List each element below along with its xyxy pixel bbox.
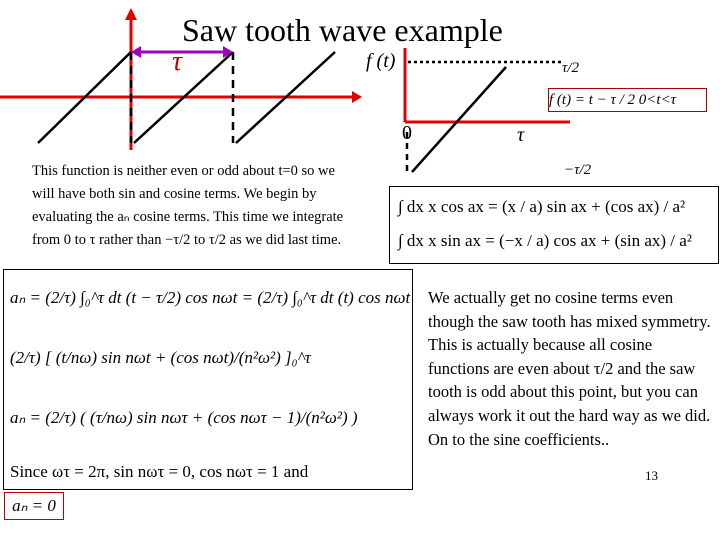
an-equation-line-2: (2/τ) [ (t/nω) sin nωt + (cos nωt)/(n²ω²) ]₀^τ [10, 348, 311, 367]
period-tau-label: τ [172, 46, 183, 77]
page-number: 13 [645, 468, 658, 483]
integral-formulas-box [389, 186, 719, 264]
slide-title: Saw tooth wave example [182, 12, 503, 48]
left-y-axis-arrowhead [125, 8, 137, 20]
an-equation-line-1: aₙ = (2/τ) ∫₀^τ dt (t − τ/2) cos nωt = (2/τ) ∫₀^τ dt (t) cos nωt [10, 288, 411, 307]
bottom-fraction-label: −τ/2 [564, 162, 592, 178]
f-of-t-label: f (t) [366, 50, 396, 72]
an-equation-line-4: Since ωτ = 2π, sin nωτ = 0, cos nωτ = 1 and [10, 462, 309, 481]
an-result-box: aₙ = 0 [4, 492, 64, 520]
integral-cos-formula: ∫ dx x cos ax = (x / a) sin ax + (cos ax) / a² [398, 197, 686, 216]
intro-paragraph: This function is neither even or odd about t=0 so we will have both sin and cosine terms. We begin by evaluating the aₙ cosine terms. This time we integrate from 0 to τ rather than −τ/2 to τ/2 as we did last time. [32, 163, 344, 248]
sawtooth-ramp [412, 67, 506, 172]
function-definition-box: f (t) = t − τ / 2 0<t<τ [548, 88, 707, 112]
explanation-paragraph: We actually get no cosine terms even though the saw tooth has mixed symmetry. This is actually because all cosine functions are even about τ/2 and the saw tooth is odd about this point, but you can always work it out the hard way as we did. On to the sine coefficients.. [428, 288, 711, 449]
an-equation-line-3: aₙ = (2/τ) ( (τ/nω) sin nωτ + (cos nωτ − 1)/(n²ω²) ) [10, 408, 358, 427]
tau-axis-label: τ [517, 124, 525, 146]
an-derivation-box [3, 269, 413, 490]
zero-label: 0 [402, 122, 412, 144]
integral-sin-formula: ∫ dx x sin ax = (−x / a) cos ax + (sin ax) / a² [398, 231, 692, 250]
top-fraction-label: τ/2 [562, 60, 580, 76]
